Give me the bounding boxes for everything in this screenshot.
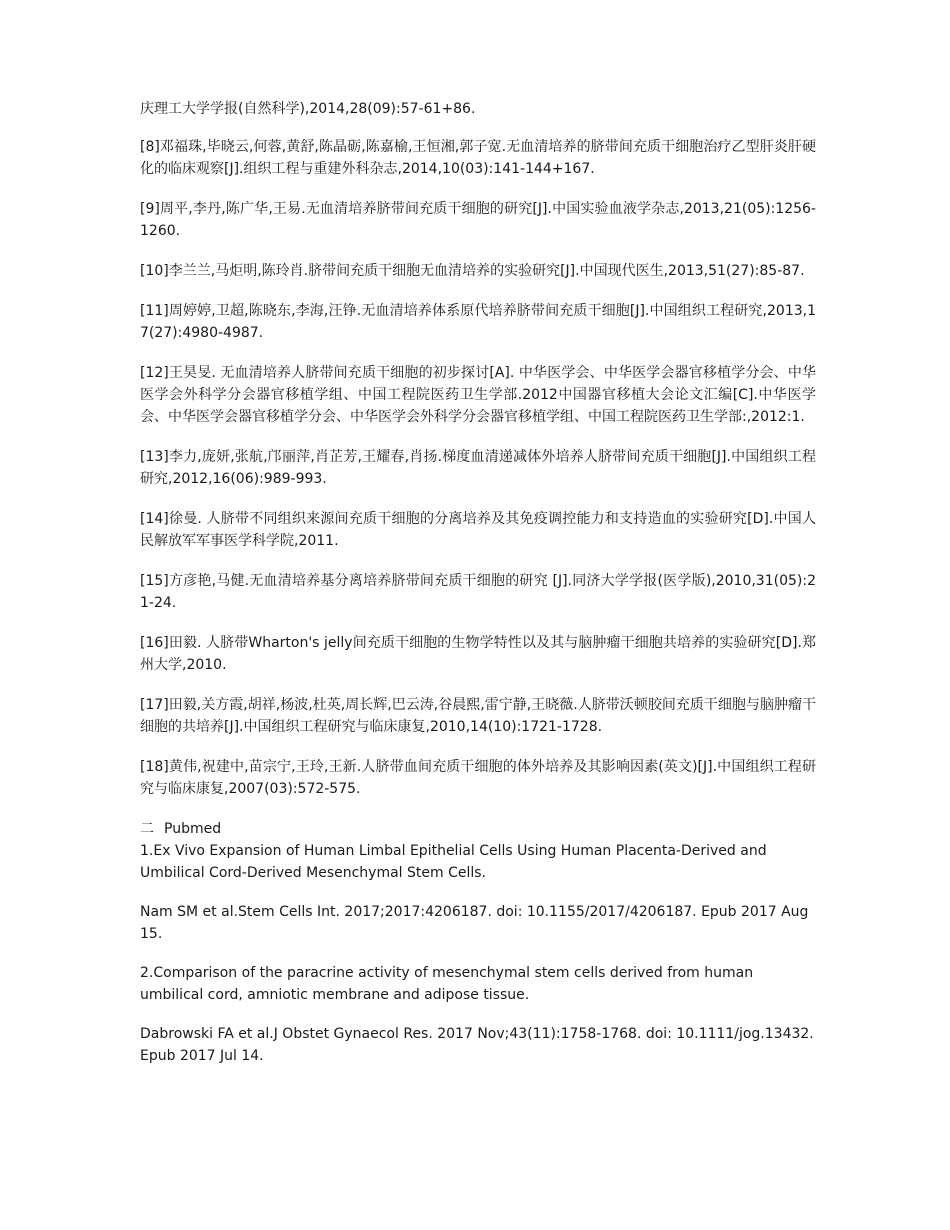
reference-17: [17]田毅,关方霞,胡祥,杨波,杜英,周长辉,巴云涛,谷晨熙,雷宁静,王晓薇.人脐带沃顿胶间充质干细胞与脑肿瘤干细胞的共培养[J].中国组织工程研究与临床康复,2010,14(10):1721-1728. (140, 697, 816, 735)
reference-13: [13]李力,庞妍,张航,邝丽萍,肖芷芳,王耀春,肖扬.梯度血清递减体外培养人脐带间充质干细胞[J].中国组织工程研究,2012,16(06):989-993. (140, 449, 816, 487)
section-number: 二 (140, 821, 154, 837)
section-heading (140, 818, 816, 840)
pubmed-article-citation-2: Dabrowski FA et al.J Obstet Gynaecol Res. 2017 Nov;43(11):1758-1768. doi: 10.1111/jog.13432. Epub 2017 Jul 14. (140, 1026, 814, 1064)
reference-10: [10]李兰兰,马炬明,陈玲肖.脐带间充质干细胞无血清培养的实验研究[J].中国现代医生,2013,51(27):85-87. (140, 263, 805, 279)
reference-15: [15]方彦艳,马健.无血清培养基分离培养脐带间充质干细胞的研究 [J].同济大学学报(医学版),2010,31(05):21-24. (140, 573, 816, 611)
pubmed-article-citation-1: Nam SM et al.Stem Cells Int. 2017;2017:4206187. doi: 10.1155/2017/4206187. Epub 2017 Aug 15. (140, 904, 809, 942)
document-page (140, 98, 816, 1084)
section-title: Pubmed (164, 821, 222, 837)
reference-9: [9]周平,李丹,陈广华,王易.无血清培养脐带间充质干细胞的研究[J].中国实验血液学杂志,2013,21(05):1256-1260. (140, 201, 816, 239)
reference-11: [11]周婷婷,卫超,陈晓东,李海,汪铮.无血清培养体系原代培养脐带间充质干细胞[J].中国组织工程研究,2013,17(27):4980-4987. (140, 303, 816, 341)
pubmed-article-title-1: 1.Ex Vivo Expansion of Human Limbal Epithelial Cells Using Human Placenta-Derived and Umbilical Cord-Derived Mesenchymal Stem Cells. (140, 843, 767, 881)
reference-12: [12]王昊旻. 无血清培养人脐带间充质干细胞的初步探讨[A]. 中华医学会、中华医学会器官移植学分会、中华医学会外科学分会器官移植学组、中国工程院医药卫生学部.2012中国器官移植大会论文汇编[C].中华医学会、中华医学会器官移植学分会、中华医学会外科学分会器官移植学组、中国工程院医药卫生学部:,2012:1. (140, 365, 816, 425)
reference-16: [16]田毅. 人脐带Wharton's jelly间充质干细胞的生物学特性以及其与脑肿瘤干细胞共培养的实验研究[D].郑州大学,2010. (140, 635, 816, 673)
reference-continuation: 庆理工大学学报(自然科学),2014,28(09):57-61+86. (140, 101, 476, 117)
reference-8: [8]邓福珠,毕晓云,何蓉,黄舒,陈晶砺,陈嘉榆,王恒湘,郭子宽.无血清培养的脐带间充质干细胞治疗乙型肝炎肝硬化的临床观察[J].组织工程与重建外科杂志,2014,10(03):141-144+167. (140, 139, 816, 177)
reference-14: [14]徐曼. 人脐带不同组织来源间充质干细胞的分离培养及其免疫调控能力和支持造血的实验研究[D].中国人民解放军军事医学科学院,2011. (140, 511, 816, 549)
pubmed-article-title-2: 2.Comparison of the paracrine activity of mesenchymal stem cells derived from human umbilical cord, amniotic membrane and adipose tissue. (140, 965, 754, 1003)
reference-18: [18]黄伟,祝建中,苗宗宁,王玲,王新.人脐带血间充质干细胞的体外培养及其影响因素(英文)[J].中国组织工程研究与临床康复,2007(03):572-575. (140, 759, 816, 797)
